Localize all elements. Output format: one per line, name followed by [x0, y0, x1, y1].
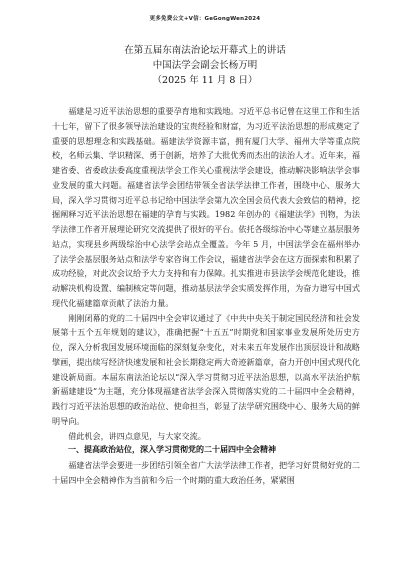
speech-title: 在第五届东南法治论坛开幕式上的讲话 [124, 45, 286, 56]
speech-date: （2025 年 11 月 8 日） [152, 75, 258, 86]
watermark-text: 更多免费公文+V信：GeGongWen2024 [149, 16, 261, 22]
speech-header [50, 43, 360, 88]
paragraph: 借此机会，讲四点意见，与大家交流。 [68, 430, 206, 441]
section-heading: 一、提高政治站位，深入学习贯彻党的二十届四中全会精神 [68, 445, 276, 455]
paragraph: 福建省法学会要进一步团结引领全省广大法学法律工作者，把学习好贯彻好党的二十届四中全会精神作为当前和今后一个时期的重大政治任务，紧紧围 [52, 460, 360, 485]
speech-body [52, 104, 360, 488]
paragraph: 刚刚闭幕的党的二十届四中全会审议通过了《中共中央关于制定国民经济和社会发展第十五个五年规划的建议》，准确把握“十五五”时期党和国家事业发展所处历史方位，深入分析我国发展环境面临的深刻复杂变化，对未来五年发展作出顶层设计和战略擘画，提出续写经济快速发展和社会长期稳定两大奇迹新篇章，奋力开创中国式现代化建设新局面。本届东南法治论坛以“深入学习贯彻习近平法治思想，以高水平法治护航新福建建设”为主题，充分体现福建省法学会深入贯彻落实党的二十届四中全会精神，践行习近平法治思想的政治站位、使命担当，彰显了法学研究围绕中心、服务大局的鲜明导向。 [52, 312, 360, 426]
speaker-line: 中国法学会副会长杨万明 [152, 60, 258, 71]
paragraph: 福建是习近平法治思想的重要孕育地和实践地。习近平总书记曾在这里工作和生活十七年，留下了很多领导法治建设的宝贵经验和财富，为习近平法治思想的形成奠定了重要的思想理念和实践基础。福建法学资源丰富，拥有厦门大学、福州大学等重点院校，名师云集、学识精深、勇于创新，培养了大批优秀而杰出的法治人才。近年来，福建省委、省委政法委高度重视法学会工作关心重视法学会建设，推动解决影响法学会事业发展的重大问题。福建省法学会团结带领全省法学法律工作者，围绕中心、服务大局，深入学习贯彻习近平总书记给中国法学会第九次全国会员代表大会致信的精神，挖掘阐释习近平法治思想在福建的孕育与实践。1982 年创办的《福建法学》刊物，为法学法律工作者开展理论研究交流提供了很好的平台。依托各级综治中心等建立基层服务站点，实现县乡两级综治中心法学会站点全覆盖。今年 5 月，中国法学会在福州举办了法学会基层服务站点和法学专家咨询工作会议，福建省法学会在这方面探索和积累了成功经验，对此次会议给予大力支持和有力保障。扎实推进市县法学会规范化建设，推动解决机构设置、编制核定等问题，推动基层法学会实质发挥作用，为奋力谱写中国式现代化福建篇章贡献了法治力量。 [52, 106, 360, 308]
